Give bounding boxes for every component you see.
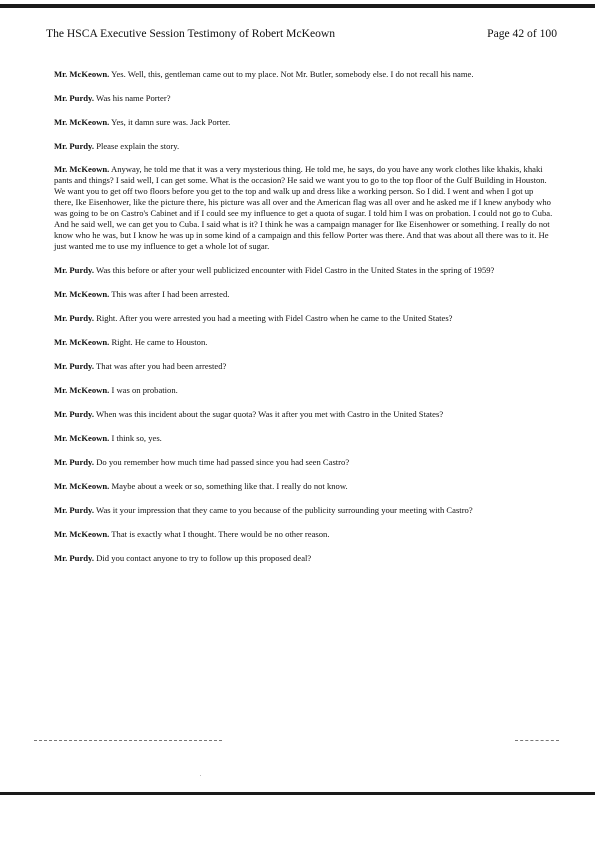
speaker-name: Mr. McKeown. (54, 481, 110, 491)
top-rule (0, 4, 595, 8)
speaker-name: Mr. Purdy. (54, 505, 95, 515)
transcript-paragraph (54, 289, 554, 300)
page-header (46, 27, 557, 40)
transcript-paragraph (54, 385, 554, 396)
speaker-name: Mr. McKeown. (54, 385, 110, 395)
speaker-name: Mr. McKeown. (54, 337, 110, 347)
transcript-paragraph (54, 164, 554, 252)
speaker-name: Mr. Purdy. (54, 141, 95, 151)
document-title: The HSCA Executive Session Testimony of Robert McKeown (46, 27, 336, 40)
speaker-name: Mr. Purdy. (54, 313, 95, 323)
testimony-text: Did you contact anyone to try to follow up this proposed deal? (96, 553, 312, 563)
testimony-text: Right. He came to Houston. (111, 337, 208, 347)
speaker-name: Mr. McKeown. (54, 529, 110, 539)
transcript-paragraph (54, 93, 554, 104)
scan-artifact-dot (200, 775, 201, 776)
transcript-paragraph (54, 481, 554, 492)
speaker-name: Mr. McKeown. (54, 164, 110, 174)
transcript-paragraph (54, 313, 554, 324)
speaker-name: Mr. Purdy. (54, 265, 95, 275)
transcript-body (54, 69, 554, 564)
testimony-text: Right. After you were arrested you had a meeting with Fidel Castro when he came to the United States? (96, 313, 453, 323)
speaker-name: Mr. McKeown. (54, 69, 110, 79)
testimony-text: When was this incident about the sugar quota? Was it after you met with Castro in the United States? (96, 409, 444, 419)
testimony-text: Was it your impression that they came to you because of the publicity surrounding your meeting with Castro? (96, 505, 473, 515)
testimony-text: Please explain the story. (96, 141, 180, 151)
testimony-text: Do you remember how much time had passed since you had seen Castro? (96, 457, 350, 467)
scan-artifact-line-right (515, 740, 559, 741)
speaker-name: Mr. Purdy. (54, 93, 95, 103)
testimony-text: This was after I had been arrested. (111, 289, 230, 299)
speaker-name: Mr. Purdy. (54, 553, 95, 563)
testimony-text: I think so, yes. (111, 433, 162, 443)
speaker-name: Mr. Purdy. (54, 457, 95, 467)
transcript-paragraph (54, 141, 554, 152)
page-number: Page 42 of 100 (487, 27, 557, 40)
transcript-paragraph (54, 265, 554, 276)
bottom-rule (0, 792, 595, 795)
transcript-paragraph (54, 433, 554, 444)
testimony-text: Was his name Porter? (96, 93, 171, 103)
transcript-paragraph (54, 529, 554, 540)
transcript-paragraph (54, 553, 554, 564)
transcript-paragraph (54, 505, 554, 516)
testimony-text: Anyway, he told me that it was a very mysterious thing. He told me, he says, do you have any work clothes like khakis, khaki pants and things? I said well, I can get some. What is the occasion? He said we want you to go to the top floor of the Gulf Building in Houston. We want you to get off two floors before you get to the top and walk up and dress like a working person. So I did. I went and when I got up there, Ike Eisenhower, like the picture there, his picture was all over and the American flag was all over and he asked me if I knew anybody who was going to be on Castro's Cabinet and if I could see my influence to get a quota of sugar. I told him I was on probation. I could not go to Cuba. And he said well, we can get you to Cuba. I said what is it? I think he was a campaign manager for Ike Eisenhower or something. I really do not know who he was, but I know he was up in some kind of a campaign and this fellow Porter was there. And that was about all there was to it. He just wanted me to use my influence to get a whole lot of sugar. (54, 164, 553, 251)
transcript-paragraph (54, 361, 554, 372)
speaker-name: Mr. McKeown. (54, 117, 110, 127)
speaker-name: Mr. Purdy. (54, 361, 95, 371)
scan-artifact-line-left (34, 740, 222, 741)
testimony-text: I was on probation. (111, 385, 178, 395)
testimony-text: Was this before or after your well publicized encounter with Fidel Castro in the United States in the spring of 1959? (96, 265, 495, 275)
speaker-name: Mr. McKeown. (54, 433, 110, 443)
transcript-paragraph (54, 69, 554, 80)
testimony-text: That was after you had been arrested? (96, 361, 227, 371)
transcript-paragraph (54, 409, 554, 420)
transcript-paragraph (54, 117, 554, 128)
testimony-text: Yes. Well, this, gentleman came out to my place. Not Mr. Butler, somebody else. I do not recall his name. (111, 69, 474, 79)
speaker-name: Mr. Purdy. (54, 409, 95, 419)
testimony-text: That is exactly what I thought. There would be no other reason. (111, 529, 330, 539)
speaker-name: Mr. McKeown. (54, 289, 110, 299)
testimony-text: Maybe about a week or so, something like that. I really do not know. (111, 481, 348, 491)
transcript-paragraph (54, 457, 554, 468)
testimony-text: Yes, it damn sure was. Jack Porter. (111, 117, 231, 127)
transcript-paragraph (54, 337, 554, 348)
